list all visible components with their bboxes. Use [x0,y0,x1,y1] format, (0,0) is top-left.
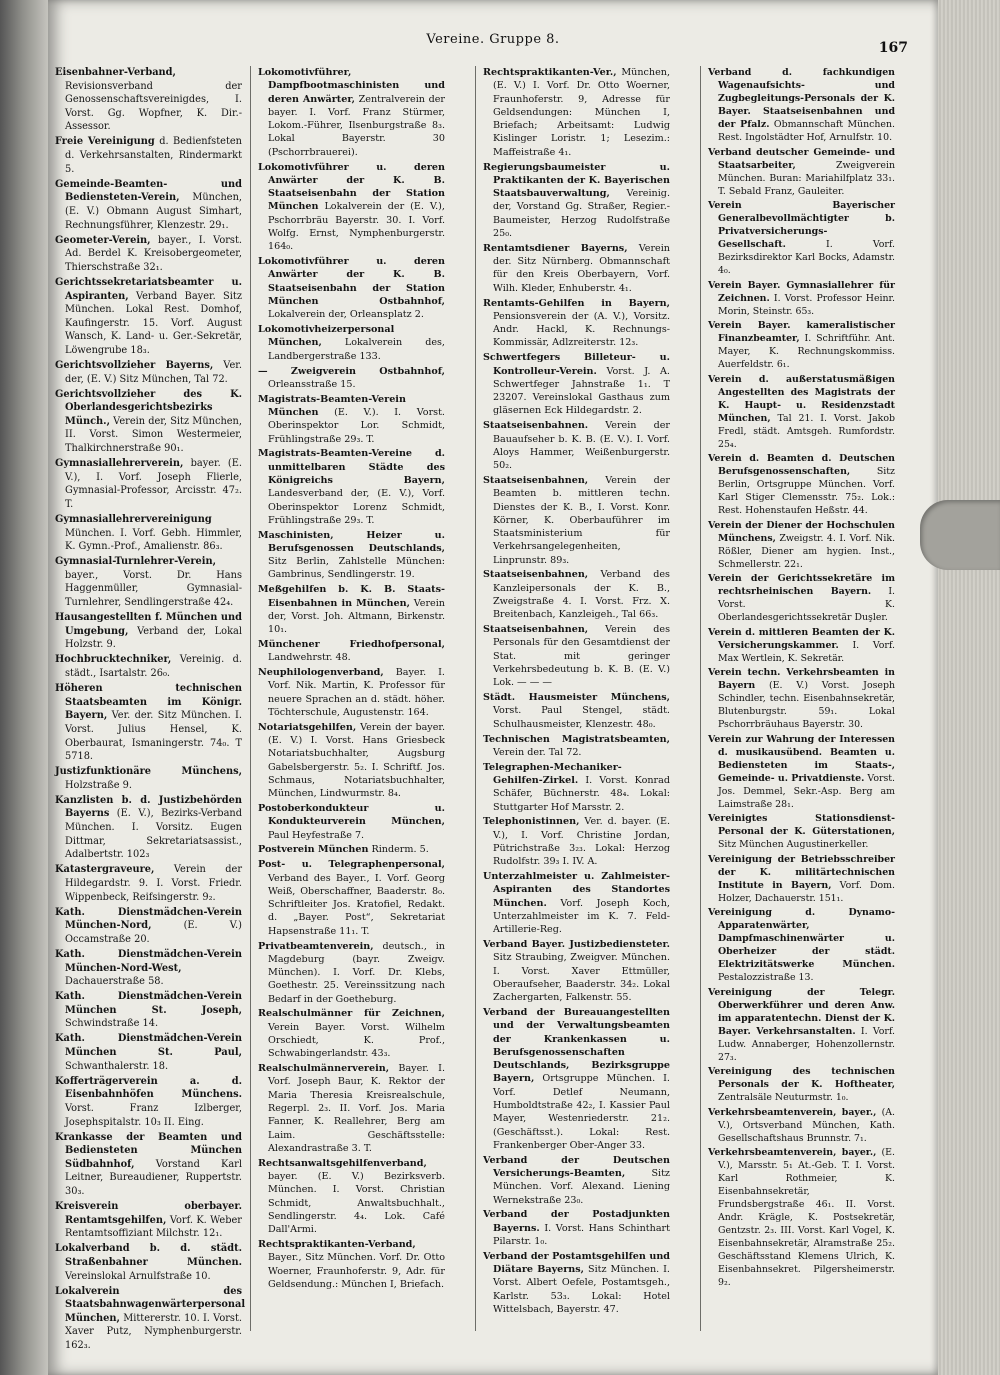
entry-details: Zentralverein der bayer. I. Vorf. Franz Stürmer, Lokom.-Führer, Ilsenburgstraße 8₃. Lokal Bayerstr. 30 (Pschorrbrauerei). [268,93,445,158]
directory-entry [55,276,242,358]
entry-name: Lokalverband b. d. städt. Straßenbahner München. [55,1243,242,1268]
entry-name: Vereinigung der Telegr. Oberwerkführer und deren Anw. im apparatentechn. Dienst der K. Bayer. Verkehrsanstalten. [708,986,895,1037]
directory-entry [708,1146,895,1289]
entry-name: Rentamts-Gehilfen in Bayern, [483,297,670,309]
entry-name: Verband der Deutschen Versicherungs-Beamten, [483,1154,670,1180]
following-pages-edge [938,0,1000,1375]
directory-entry [708,733,895,811]
entry-name: Staatseisenbahnen, [483,569,589,581]
directory-entry [55,906,242,947]
page-header [48,32,938,56]
entry-details: Sitz Berlin, Zahlstelle München: Gambrinus, Sendlingerstr. 19. [268,556,445,581]
entry-name: Verband der Postadjunkten Bayerns. [483,1209,670,1234]
entry-details: Paul Heyfestraße 7. [268,829,365,841]
entry-name: Telephonistinnen, [483,816,580,828]
directory-entry [483,938,670,1004]
entry-details: Verein der. Sitz Nürnberg. Obmannschaft für den Kreis Oberbayern, Vorf. Wilh. Kleder, Enhuberstr. 4₁. [493,242,670,294]
directory-entry [483,1208,670,1248]
directory-entry [55,794,242,862]
entry-details: Landwehrstr. 48. [268,652,351,664]
entry-details: Revisionsverband der Genossenschaftsvereinigdes, I. Vorst. Gg. Wopfner, K. Dir.-Assessor. [65,80,242,133]
entry-details: I. Schriftführ. Ant. Mayer, K. Rechnungskommiss. Auerfeldstr. 6₁. [718,333,896,370]
entry-name: Verein d. außerstatusmäßigen Angestellten des Magistrats der K. Haupt- u. Residenzstadt München, [708,373,895,424]
entry-name: Katastergraveure, [55,864,155,876]
directory-entry [258,255,445,321]
entry-details: Vorst. J. A. Schwertfeger Jahnstraße 1₁. T 23207. Vereinslokal Gasthaus zum gläsernen Eck Hildegardstr. 2. [493,365,670,417]
column-divider [475,66,476,1331]
entry-details: Orleansstraße 15. [268,378,356,390]
directory-entry [483,691,670,731]
directory-entry [483,297,670,350]
entry-name: Realschulmänner für Zeichnen, [258,1008,445,1020]
entry-details: I. Vorf. Bezirksdirektor Karl Bocks, Adamstr. 4₀. [718,239,895,276]
entry-name: Krankasse der Beamten und Bediensteten München Südbahnhof, [55,1131,242,1170]
entry-details: Vorf. Dom. Holzer, Dachauerstr. 151₁. [718,879,895,904]
directory-entry [258,529,445,582]
entry-name: Regierungsbaumeister u. Praktikanten der K. Bayerischen Staatsbauverwaltung, [483,161,670,200]
entry-details: I. Vorf. Max Wertlein, K. Sekretär. [718,639,895,664]
directory-entry [708,279,895,318]
entry-name: Technischen Magistratsbeamten, [483,733,670,745]
entry-name: Verein Bayer. Gymnasiallehrer für Zeichnen. [708,279,895,304]
entry-name: Privatbeamtenverein, [258,940,374,952]
entry-details: Vorst. Franz Izlberger, Josephspitalstr. 10₃ II. Eing. [65,1102,242,1128]
directory-entry [55,513,242,554]
directory-entry [483,242,670,295]
entry-name: Verband der Postamtsgehilfen und Diätare Bayerns, [483,1250,670,1276]
directory-entry [55,66,242,134]
entry-details: I. Vorst. Hans Schinthart Pilarstr. 1₀. [493,1222,670,1248]
entry-details: Lokalverein der (E. V.), Pschorrbräu Bayerstr. 30. I. Vorf. Wolfg. Ernst, Nymphenburgerstr. 164₀. [268,201,445,253]
entry-details: Bayer., Sitz München. Vorf. Dr. Otto Woerner, Fraunhoferstr. 9, Adr. für Geldsendung.: München I, Briefach. [268,1252,445,1290]
entry-name: Eisenbahner-Verband, [55,67,176,78]
directory-entry [55,611,242,652]
directory-entry [55,765,242,792]
entry-details: München, (E. V.) I. Vorf. Dr. Otto Woerner, Fraunhoferstr. 9, Adresse für Geldsendungen: München I, Briefach; Arbeitsamt: Ludwig Kislinger Loristr. 1; Lesezim.: Maffeistraße 4₁. [493,67,670,158]
directory-entry [258,721,445,801]
entry-details: bayer. (E. V.), I. Vorf. Joseph Flierle, Gymnasial-Professor, Arcisstr. 47₂. T. [65,458,242,510]
directory-entry [483,161,670,241]
directory-entry [708,666,895,731]
entry-details: Holzstraße 9. [65,779,133,791]
entry-name: Lokomotivheizerpersonal München, [258,324,395,349]
entry-details: I. Vorst. Konrad Schäfer, Büchnerstr. 48₄. Lokal: Stuttgarter Hof Marsstr. 2. [493,774,670,813]
directory-entry [258,638,445,665]
entry-details: Verband Bayer. Sitz München. Lokal Rest. Domhof, Kaufingerstr. 15. Vorf. August Wansch, K. Land- u. Ger.-Sekretär, Löwengrube 18₃. [65,290,242,356]
entry-name: Postverein München [258,844,369,856]
directory-entry [55,653,242,680]
entry-details: Sitz Berlin, Ortsgruppe München. Vorf. Karl Stiger Clemensstr. 75₂. Lok.: Rest. Hohenstaufen Heßstr. 44. [718,466,895,516]
entry-details: Dachauerstraße 58. [65,976,164,988]
directory-entry [708,626,895,665]
entry-details: Vereinig. der, Vorstand Gg. Straßer, Regier.-Baumeister, Herzog Rudolfstraße 25₀. [493,188,670,240]
directory-entry [258,66,445,159]
entry-name: Neuphilologenverband, [258,667,384,679]
directory-entry [483,623,670,689]
directory-entry [483,474,670,567]
directory-entry [258,1007,445,1060]
directory-entry [55,1032,242,1073]
entry-name: Verein d. Beamten d. Deutschen Berufsgenossenschaften, [708,453,895,477]
directory-entry [483,733,670,760]
entry-name: Verein zur Wahrung der Interessen d. musikausübend. Beamten u. Bediensteten im Staats-, Gemeinde- u. Privatdienste. [708,733,895,784]
directory-entry [483,1006,670,1152]
entry-details: bayer., I. Vorst. Ad. Berdel K. Kreisobergeometer, Thierschstraße 32₁. [65,234,242,273]
directory-entry [258,666,445,719]
directory-entry [708,1106,895,1145]
entry-details: Rinderm. 5. [371,844,429,856]
entry-name: Gymnasiallehrervereinigung [55,514,212,525]
entry-name: Magistrats-Beamten-Vereine d. unmittelbaren Städte des Königreichs Bayern, [258,448,445,486]
entry-details: deutsch., in Magdeburg (bayr. Zweigv. München). I. Vorf. Dr. Klebs, Goethestr. 25. Vereinssitzung nach Bedarf in der Goetheburg. [268,940,445,1005]
entry-details: Schwindstraße 14. [65,1018,159,1030]
entry-details: Ver. der. Sitz München. I. Vorst. Julius Hensel, K. Oberbaurat, Ismaningerstr. 74₀. T 5718. [65,710,242,763]
entry-name: Gymnasial-Turnlehrer-Verein, [55,556,217,568]
entry-details: Lokalverein des, Landbergerstraße 133. [268,337,445,362]
entry-details: Sitz München. Vorf. Alexand. Liening Wernekstraße 23₀. [493,1168,670,1206]
directory-entry [483,568,670,621]
entry-details: (E. V.) Occamstraße 20. [65,920,242,945]
entry-name: Kanzlisten b. d. Justizbehörden Bayerns [55,794,242,820]
entry-details: (E. V.). I. Vorst. Oberinspektor Lor. Schmidt, Frühlingstraße 29₃. T. [268,406,445,445]
entry-name: Höheren technischen Staatsbeamten im Königr. Bayern, [55,683,242,722]
directory-entry [55,1285,246,1353]
entry-details: Vereinslokal Arnulfstraße 10. [65,1270,211,1282]
entry-name: Meßgehilfen b. K. B. Staats-Eisenbahnen in München, [258,584,445,609]
entry-name: Schwertfegers Billeteur- u. Kontrolleur-Verein. [483,352,670,377]
previous-page-edge [0,0,50,1375]
entry-details: München. I. Vorf. Gebh. Himmler, K. Gymn.-Prof., Amalienstr. 86₃. [65,527,242,553]
directory-entry [55,682,242,764]
directory-entry [55,388,242,456]
entry-name: Postoberkondukteur u. Kondukteurverein München, [258,803,445,828]
directory-entry [708,452,895,517]
entry-details: I. Vorf. Ludw. Annaberger, Hohenzollernstr. 27₃. [718,1025,895,1063]
entry-name: Verein Bayerischer Generalbevollmächtigter b. Privatversicherungs-Gesellschaft. [708,200,895,250]
entry-name: Vereinigung des technischen Personals der K. Hoftheater, [708,1066,895,1090]
entry-name: Staatseisenbahnen. [483,420,589,432]
entry-name: Kath. Dienstmädchen-Verein München St. Paul, [55,1033,242,1059]
text-column-1 [55,66,246,1354]
entry-name: Kath. Dienstmädchen-Verein München St. Joseph, [55,991,242,1016]
directory-entry [483,66,670,159]
entry-details: Verein der Hildegardstr. 9. I. Vorst. Friedr. Wippenbeck, Reifsingerstr. 9₂. [65,864,242,903]
entry-name: Hochbrucktechniker, [55,654,172,666]
entry-details: Verband des Bayer., I. Vorf. Georg Weiß, Oberschaffner, Baaderstr. 8₀. Schriftleiter Jos. Kratofiel, Redakt. d. „Bayer. Post“, Sekretariat Hapsenstraße 11₁. T. [268,872,445,937]
text-column-3 [483,66,670,1318]
entry-name: Kath. Dienstmädchen-Verein München-Nord, [55,906,242,932]
entry-details: Sitz Straubing, Zweigver. München. I. Vorst. Xaver Ettmüller, Oberaufseher, Baaderstr. 34₂. Lokal Zachergarten, Falkenstr. 55. [493,952,670,1004]
entry-name: Freie Vereinigung [55,136,155,148]
directory-entry [708,572,895,624]
directory-entry [55,1131,242,1199]
entry-details: (E. V.) Vorst. Joseph Schindler, techn. Eisenbahnsekretär, Blutenburgstr. 59₁. Lokal Pschorrbräuhaus Bayerstr. 30. [718,680,895,730]
directory-entry [258,583,445,636]
entry-name: Rechtspraktikanten-Verband, [258,1239,416,1251]
entry-details: Ortsgruppe München. I. Vorf. Detlef Neumann, Humboldtstraße 42₂, I. Kassier Paul Mayer, Westenriederstr. 21₂. (Geschäftsst.). Lokal: Rest. Frankenberger Ober-Anger 33. [493,1073,670,1151]
directory-entry [258,802,445,842]
column-divider [700,66,701,1331]
entry-name: Post- u. Telegraphenpersonal, [258,859,445,871]
directory-entry [55,990,242,1031]
entry-name: Kreisverein oberbayer. Rentamtsgehilfen, [55,1201,242,1226]
entry-name: Maschinisten, Heizer u. Berufsgenossen Deutschlands, [258,529,445,554]
directory-entry [483,1250,670,1316]
directory-entry [258,1062,445,1155]
entry-details: Vereinig. d. städt., Isartalstr. 26₀. [65,654,242,680]
entry-details: Vorf. K. Weber Rentamtsoffiziant Milchstr. 12₁. [65,1214,242,1240]
entry-name: Kofferträgerverein a. d. Eisenbahnhöfen Münchens. [55,1075,242,1101]
directory-entry [708,373,895,451]
entry-name: Magistrats-Beamten-Verein München [258,393,406,418]
entry-name: Verband der Bureauangestellten und der Verwaltungsbeamten der Krankenkassen u. Berufsgenossenschaften Deutschlands, Bezirksgruppe Bayern, [483,1006,670,1085]
page-number: 167 [878,40,908,56]
entry-details: Pestalozzistraße 13. [718,972,814,983]
entry-name: Verkehrsbeamtenverein, bayer., [708,1147,877,1158]
text-column-2 [258,66,445,1293]
directory-entry [483,419,670,472]
entry-details: Zentralsäle Neuturmstr. 1₀. [718,1092,849,1103]
entry-details: Vorst. Jos. Demmel, Sekr.-Asp. Berg am Laimstraße 28₁. [718,772,896,810]
directory-entry [258,393,445,446]
entry-details: bayer. (E. V.) Bezirksverb. München. I. Vorst. Christian Schmidt, Anwaltsbuchhalt., Sendlingerstr. 4₄. Lok. Café Dall'Armi. [268,1171,445,1236]
entry-details: Verein der bayer. (E. V.) I. Vorst. Hans Griesbeck Notariatsbuchhalter, Augsburg Gabelsbergerstr. 5₂. I. Schriftf. Jos. Schmaus, Notariatsbuchhalter, München, Lindwurmstr. 8₄. [268,721,445,800]
entry-name: Verein d. mittleren Beamten der K. Versicherungskammer. [708,626,895,651]
entry-name: Rechtsanwaltsgehilfenverband, [258,1157,427,1169]
entry-name: Gemeinde-Beamten- und Bediensteten-Verein, [55,178,242,204]
entry-name: Gymnasiallehrerverein, [55,458,184,470]
directory-entry [483,870,670,936]
entry-details: Verein der, Vorst. Joh. Altmann, Birkenstr. 10₁. [268,597,445,636]
entry-details: Tal 21. I. Vorst. Jakob Fredl, städt. Amtsgeh. Rumfordstr. 25₄. [718,412,895,450]
text-column-4 [708,66,895,1291]
directory-entry [708,853,895,905]
directory-entry [55,457,242,511]
entry-name: Verein Bayer. kameralistischer Finanzbeamter, [708,320,895,344]
entry-name: Vereinigung der Betriebsschreiber der K. militärtechnischen Institute in Bayern, [708,853,895,891]
entry-details: I. Vorst. Professor Heinr. Morin, Steinstr. 65₃. [718,292,895,317]
entry-details: bayer., Vorst. Dr. Hans Haggenmüller, Gymnasial-Turnlehrer, Sendlingerstraße 42₄. [65,569,242,609]
entry-name: Gerichtssekretariatsbeamter u. Aspiranten, [55,276,242,302]
entry-name: — Zweigverein Ostbahnhof, [258,365,445,377]
entry-name: Staatseisenbahnen, [483,624,589,636]
entry-details: (A. V.), Ortsverband München, Kath. Gesellschaftshaus Brunnstr. 7₁. [718,1106,895,1144]
entry-name: Staatseisenbahnen, [483,474,589,486]
directory-entry [55,178,242,232]
entry-name: Rentamtsdiener Bayerns, [483,242,628,254]
running-title: Vereine. Gruppe 8. [426,32,560,47]
entry-name: Vereinigung d. Dynamo-Apparatenwärter, Dampfmaschinenwärter u. Oberheizer der städt. Elektrizitätswerke München. [708,907,895,970]
entry-name: Geometer-Verein, [55,234,151,246]
directory-entry [258,843,445,856]
entry-name: Münchener Friedhofpersonal, [258,638,445,650]
entry-details: Verein der, Sitz München, II. Vorst. Simon Westermeier, Thalkirchnerstraße 90₁. [65,415,242,455]
entry-details: Pensionsverein der (A. V.), Vorsitz. Andr. Hackl, K. Rechnungs-Kommissär, Adlzreiterstr. 12₃. [493,310,670,349]
directory-entry [258,365,445,392]
entry-name: Verband deutscher Gemeinde- und Staatsarbeiter, [708,146,895,171]
directory-entry [55,1242,242,1283]
entry-details: Bayer. I. Vorf. Joseph Baur, K. Rektor der Maria Theresia Kreisrealschule, Regerpl. 2₃. II. Vorf. Jos. Maria Fanner, K. Reallehrer, Berg am Laim. Geschäftsstelle: Alexandrastraße 3. T. [268,1063,445,1154]
entry-details: I. Vorst. K. Oberlandesgerichtssekretär Duşler. [718,586,895,623]
directory-entry [483,1154,670,1207]
directory-entry [708,906,895,984]
directory-entry [708,66,895,144]
entry-details: Vorst. Paul Stengel, städt. Schulhausmeister, Klenzestr. 48₀. [493,705,670,730]
entry-details: Vorf. Joseph Koch, Unterzahlmeister im K. 7. Feld-Artillerie-Reg. [493,897,670,936]
entry-details: Lokalverein der, Orleansplatz 2. [268,309,424,321]
entry-details: (E. V.), Bezirks-Verband München. I. Vorsitz. Eugen Dittmar, Sekretariatsassist., Adalbertstr. 102₃ [65,808,242,861]
entry-details: Sitz München Augustinerkeller. [718,839,869,850]
entry-details: (E. V.), Marsstr. 5₁ At.-Geb. T. I. Vorst. Karl Rothmeier, K. Eisenbahnsekretär, Frundsbergstraße 46₁. II. Vorst. Andr. Krägle, K. Postsekretär, Gentzstr. 2₃. III. Vorst. Karl Vogel, K. Eisenbahnsekretär, Alramstraße 25₂. Geschäftsstand Klemens Ulrich, K. Eisenbahnsekret. Pilgersheimerstr. 9₂. [718,1147,895,1288]
entry-name: Unterzahlmeister u. Zahlmeister-Aspiranten des Standortes München. [483,871,670,909]
entry-details: München, (E. V.) Obmann August Simhart, Rechnungsführer, Klenzestr. 29₁. [65,192,242,231]
directory-entry [258,858,445,938]
entry-name: Verkehrsbeamtenverein, bayer., [708,1106,877,1118]
entry-name: Verein techn. Verkehrsbeamten in Bayern [708,667,895,691]
directory-entry [258,940,445,1006]
entry-details: Bayer. I. Vorf. Nik. Martin, K. Professor für neuere Sprachen an d. städt. höher. Töchterschule, Augustenstr. 164. [268,667,445,718]
entry-details: Vorstand Karl Leitner, Bureaudiener, Ruppertstr. 30₃. [65,1158,242,1197]
directory-entry [258,323,445,363]
entry-name: Gerichtsvollzieher des K. Oberlandesgerichtsbezirks Münch., [55,388,242,427]
entry-name: Realschulmännerverein, [258,1063,390,1075]
entry-name: Telegraphen-Mechaniker-Gehilfen-Zirkel. [483,761,622,786]
directory-entry [55,1200,242,1241]
directory-entry [708,986,895,1064]
entry-details: Zweigverein München. Buran: Mariahilfplatz 33₁. T. Sebald Franz, Gauleiter. [718,159,895,197]
directory-entry [55,948,242,989]
entry-details: Zweigstr. 4. I. Vorf. Nik. Rößler, Diener am hygien. Inst., Schmellerstr. 22₁. [718,532,895,570]
entry-details: Verein der Beamten b. mittleren techn. Dienstes der K. B., I. Vorst. Konr. Körner, K. Oberbauführer im Staatsministerium für Verkehrsangelegenheiten, Linprunstr. 89₃. [493,474,670,566]
directory-entry [258,161,445,254]
thumb-index-tab [920,500,1000,570]
directory-entry [55,359,242,386]
entry-name: Lokalverein des Staatsbahnwagenwärterpersonal München, [55,1285,246,1324]
entry-details: Mittererstr. 10. I. Vorst. Xaver Putz, Nymphenburgerstr. 162₃. [65,1312,242,1352]
column-divider [250,66,251,1331]
directory-entry [708,812,895,851]
directory-entry [55,234,242,275]
entry-details: Sitz München. I. Vorst. Albert Oefele, Postamtsgeh., Karlstr. 53₃. Lokal: Hotel Wittelsbach, Bayerstr. 47. [493,1264,670,1316]
entry-name: Lokomotivführer u. deren Anwärter der K. B. Staatseisenbahn der Station München Ostbahnhof, [258,256,445,308]
entry-details: Verein der Bauaufseher b. K. B. (E. V.). I. Vorf. Aloys Hammer, Weißenburgerstr. 50₂. [493,420,670,472]
entry-name: Justizfunktionäre Münchens, [55,766,242,778]
directory-entry [258,1157,445,1237]
entry-details: Ver. d. bayer. (E. V.), I. Vorf. Christine Jordan, Pütrichstraße 3₂₃. Lokal: Herzog Rudolfstr. 39₃ I. IV. A. [493,816,670,868]
entry-name: Verein der Gerichtssekretäre im rechtsrheinischen Bayern. [708,573,895,597]
entry-name: Vereinigtes Stationsdienst-Personal der K. Güterstationen, [708,813,895,837]
directory-entry [258,1238,445,1291]
entry-name: Notariatsgehilfen, [258,721,357,733]
directory-entry [483,815,670,868]
entry-details: Verein des Personals für den Gesamtdienst der Stat. mit geringer Verkehrsbedeutung b. K. B. (E. V.) Lok. — — — [493,624,670,689]
entry-name: Hausangestellten f. München und Umgebung, [55,612,242,637]
directory-entry [708,1065,895,1104]
entry-details: Verband des Kanzleipersonals der K. B., Zweigstraße 4. I. Vorst. Frz. X. Breitenbach, Kanzleigeh., Tal 66₃. [493,569,670,621]
entry-details: d. Bedienfsteten d. Verkehrsanstalten, Rindermarkt 5. [65,136,242,175]
directory-entry [258,447,445,527]
directory-entry [483,351,670,417]
directory-entry [708,199,895,277]
directory-entry [708,146,895,198]
entry-details: Ver. der, (E. V.) Sitz München, Tal 72. [65,359,242,385]
entry-details: Verein der. Tal 72. [493,746,582,758]
entry-details: Verband der, Lokal Holzstr. 9. [65,625,242,651]
directory-entry [55,135,242,176]
entry-name: Verband d. fachkundigen Wagenaufsichts- und Zugbegleitungs-Personals der K. Bayer. Staatseisenbahnen und der Pfalz. [708,67,895,130]
entry-name: Verband Bayer. Justizbediensteter. [483,939,670,950]
entry-name: Rechtspraktikanten-Ver., [483,67,617,78]
entry-details: Schwanthalerstr. 18. [65,1060,169,1072]
directory-entry [483,761,670,814]
directory-entry [708,319,895,371]
entry-name: Lokomotivführer, Dampfbootmaschinisten und deren Anwärter, [258,67,445,105]
directory-entry [55,1075,242,1129]
entry-name: Lokomotivführer u. deren Anwärter der K. B. Staatseisenbahn der Station München [258,161,445,213]
directory-entry [55,863,242,904]
directory-entry [55,555,242,609]
entry-details: Obmannschaft München. Rest. Ingolstädter Hof, Arnulfstr. 10. [718,119,896,143]
entry-name: Kath. Dienstmädchen-Verein München-Nord-West, [55,948,242,974]
entry-name: Gerichtsvollzieher Bayerns, [55,359,214,371]
directory-entry [708,519,895,571]
entry-name: Verein der Diener der Hochschulen Münchens, [708,519,895,544]
entry-details: Verein Bayer. Vorst. Wilhelm Orschiedt, K. Prof., Schwabingerlandstr. 43₃. [268,1021,445,1060]
entry-name: Städt. Hausmeister Münchens, [483,692,670,704]
entry-details: Landesverband der, (E. V.), Vorf. Oberinspektor Lorenz Schmidt, Frühlingstraße 29₃. T. [268,488,445,526]
